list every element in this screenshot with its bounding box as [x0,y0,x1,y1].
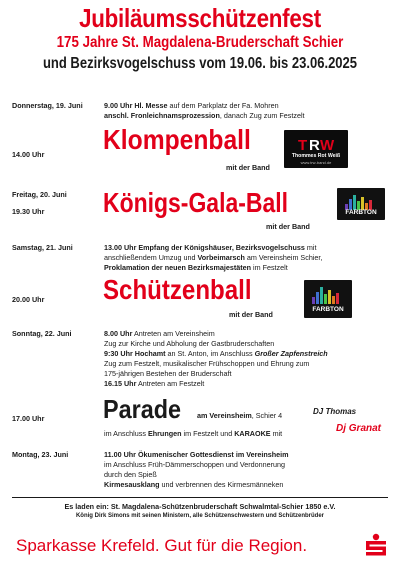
sun-time2: 17.00 Uhr [12,414,45,423]
sun-line4: Zug zum Festzelt, musikalischer Frühschoppen und Ehrung zum [104,359,310,368]
footer-divider [12,497,388,498]
sat-band-label: mit der Band [229,310,273,319]
trw-logo-text: Thommes Rot Weiß [291,153,341,159]
sun-parade-location [197,411,282,420]
mon-line4-bold: Kirmesausklang [104,480,160,489]
mon-line4-rest: und verbrennen des Kirmesmänneken [159,480,284,489]
sat-line1-rest: mit [304,243,317,252]
sun-line7-bold2: KARAOKE [234,429,271,438]
sat-line2-bold: Vorbeimarsch [197,253,245,262]
sat-line2-pre: anschließendem Umzug und [104,253,198,262]
dj-thomas-logo: DJ Thomas [313,407,357,416]
mon-line3: durch den Spieß [104,470,157,479]
farbton-logo [337,188,385,220]
farbton-logo-2 [304,280,352,318]
event-klompenball: Klompenball [103,124,251,155]
sun-line7 [104,429,282,438]
sun-line2: Zug zur Kirche und Abholung der Gastbruderschaften [104,339,275,348]
sun-line1 [104,329,215,338]
fri-time: 19.30 Uhr [12,207,45,216]
mon-line1: 11.00 Uhr Ökumenischer Gottesdienst im Vereinsheim [104,450,289,459]
sun-line3-mid: an St. Anton, im Anschluss [165,349,255,358]
thu-band-label: mit der Band [226,163,270,172]
sun-line6 [104,379,204,388]
thu-line2 [104,111,305,120]
equalizer-icon-2 [312,286,340,304]
thu-line2-rest: , danach Zug zum Festzelt [219,111,305,120]
day-monday: Montag, 23. Juni [12,450,69,459]
farbton-logo-text: FARBTON [345,209,377,216]
footer-king: König Dirk Simons mit seinen Ministern, alle Schützenschwestern und Schützenbrüder [75,513,325,519]
sat-line3-rest: im Festzelt [251,263,288,272]
farbton-logo-text-2: FARBTON [312,306,344,313]
sun-line6-rest: Antreten am Festzelt [136,379,205,388]
sat-time2: 20.00 Uhr [12,295,45,304]
event-koenigs-gala-ball: Königs-Gala-Ball [103,187,288,218]
svg-text:T: T [298,137,308,154]
footer-invite: Es laden ein: St. Magdalena-Schützenbruderschaft Schwalmtal-Schier 1850 e.V. [64,502,336,511]
thu-line2-bold: anschl. Fronleichnamsprozession [104,111,220,120]
thu-time2: 14.00 Uhr [12,150,45,159]
sat-line3-bold: Proklamation der neuen Bezirksmajestäten [104,263,251,272]
day-saturday: Samstag, 21. Juni [12,243,73,252]
equalizer-icon [345,192,373,208]
sun-parade-location-bold: am Vereinsheim [197,411,252,420]
fri-band-label: mit der Band [266,222,310,231]
sat-line3 [104,263,288,272]
trw-logo-url: www.trw-band.de [300,160,332,165]
day-sunday: Sonntag, 22. Juni [12,329,72,338]
sat-line2 [104,253,322,262]
sun-line1-bold: 8.00 Uhr [104,329,133,338]
sat-line2-rest: am Vereinsheim Schier, [244,253,323,262]
page-subtitle: 175 Jahre St. Magdalena-Bruderschaft Schier [56,34,344,51]
sun-line3-bold: 9:30 Uhr Hochamt [104,349,166,358]
svg-text:W: W [320,137,335,154]
thu-line1 [104,101,279,110]
mon-line2: im Anschluss Früh-Dämmerschoppen und Verdonnerung [104,460,285,469]
sparkasse-logo-icon [365,533,387,557]
svg-text:R: R [309,137,320,154]
mon-line4 [104,480,283,489]
day-thursday: Donnerstag, 19. Juni [12,101,83,110]
sun-line7-bold: Ehrungen [147,429,182,438]
sat-line1-bold: 13.00 Uhr Empfang der Königshäuser, Bezirksvogelschuss [104,243,305,252]
dj-granat-logo: Dj Granat [336,423,382,434]
sun-line3-italic: Großer Zapfenstreich [254,349,328,358]
day-friday: Freitag, 20. Juni [12,190,67,199]
thommes-band-logo [284,130,348,168]
sat-line1 [104,243,317,252]
sun-parade-location-rest: , Schier 4 [251,411,283,420]
page-title: Jubiläumsschützenfest [79,3,321,33]
sun-line3 [104,349,328,358]
sponsor-slogan: Sparkasse Krefeld. Gut für die Region. [16,536,308,555]
sun-line1-rest: Antreten am Vereinsheim [132,329,215,338]
sun-line7-pre: im Anschluss [104,429,148,438]
thu-line1-time: 9.00 Uhr Hl. Messe [104,101,168,110]
page-dates: und Bezirksvogelschuss vom 19.06. bis 23.06.2025 [42,55,358,72]
event-schuetzenball: Schützenball [103,274,252,305]
sun-line7-mid: im Festzelt und [181,429,235,438]
sun-line5: 175-jährigen Bestehen der Bruderschaft [104,369,232,378]
thu-line1-rest: auf dem Parkplatz der Fa. Mohren [167,101,279,110]
sun-line7-rest: mit [270,429,283,438]
event-parade: Parade [103,394,182,424]
sun-line6-bold: 16.15 Uhr [104,379,137,388]
